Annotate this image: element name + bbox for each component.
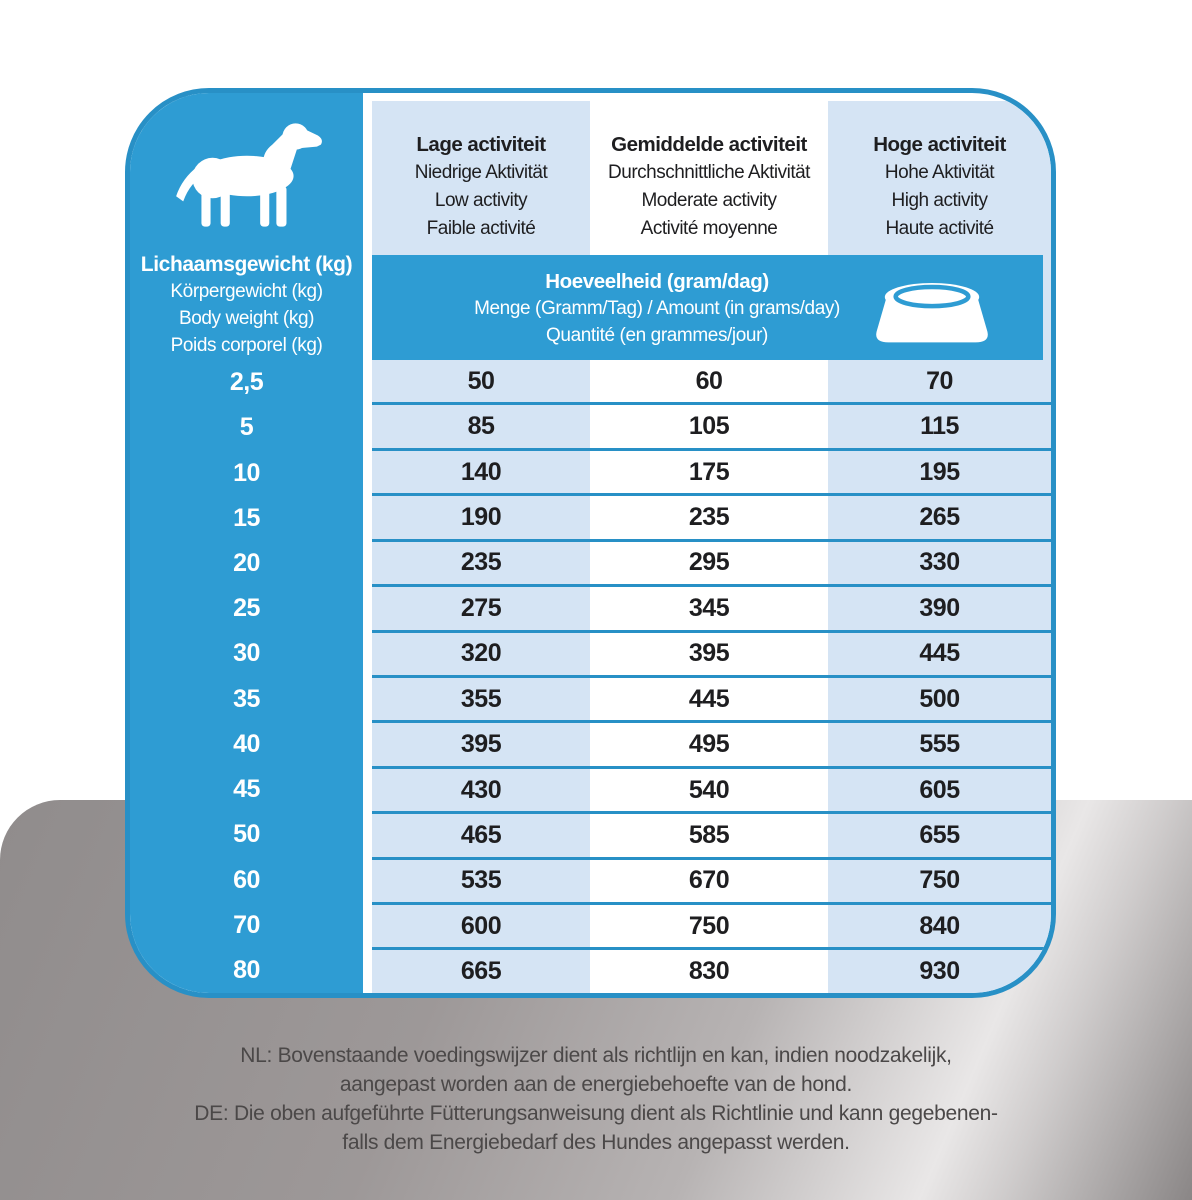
low-activity-amount: 140	[372, 451, 590, 493]
moderate-activity-en: Moderate activity	[641, 190, 777, 211]
footer-line-nl-2: aangepast worden aan de energiebehoefte van de hond.	[339, 1073, 853, 1096]
footer-line-nl-1: NL: Bovenstaande voedingswijzer dient als richtlijn en kan, indien noodzakelijk,	[240, 1044, 952, 1067]
moderate-activity-amount: 585	[590, 814, 828, 856]
body-weight-value: 5	[239, 413, 254, 442]
table-row	[372, 360, 1051, 402]
low-activity-de: Niedrige Aktivität	[414, 162, 548, 183]
body-weight-value: 20	[233, 548, 260, 577]
low-activity-amount: 430	[372, 769, 590, 811]
high-activity-amount: 115	[828, 405, 1051, 447]
high-activity-title: Hoge activiteit	[873, 133, 1006, 156]
body-weight-value: 50	[233, 820, 260, 849]
amount-banner-text	[372, 268, 942, 349]
amount-title: Hoeveelheid (gram/dag)	[545, 270, 769, 293]
amount-banner-row	[372, 255, 1051, 360]
body-weight-panel	[130, 93, 363, 993]
body-weight-value: 80	[233, 955, 260, 984]
table-row	[372, 402, 1051, 447]
table-row	[372, 584, 1051, 629]
low-activity-en: Low activity	[434, 190, 528, 211]
moderate-activity-amount: 345	[590, 587, 828, 629]
low-activity-amount: 235	[372, 542, 590, 584]
moderate-activity-amount: 750	[590, 905, 828, 947]
moderate-activity-de: Durchschnittliche Aktivität	[608, 162, 810, 183]
column-header-high-activity	[828, 101, 1051, 255]
low-activity-amount: 275	[372, 587, 590, 629]
low-activity-amount: 665	[372, 950, 590, 992]
body-weight-value: 60	[233, 865, 260, 894]
column-header-moderate-activity	[590, 101, 828, 255]
amount-subtitle-fr: Quantité (en grammes/jour)	[546, 325, 768, 346]
high-activity-amount: 840	[828, 905, 1051, 947]
body-weight-value: 30	[233, 639, 260, 668]
high-activity-fr: Haute activité	[885, 218, 994, 239]
moderate-activity-amount: 670	[590, 860, 828, 902]
high-activity-en: High activity	[891, 190, 988, 211]
table-row	[372, 448, 1051, 493]
low-activity-amount: 50	[372, 360, 590, 402]
moderate-activity-amount: 175	[590, 451, 828, 493]
table-row	[372, 630, 1051, 675]
moderate-activity-amount: 830	[590, 950, 828, 992]
body-weight-value: 35	[233, 684, 260, 713]
amount-table-rows	[372, 360, 1051, 993]
body-weight-title: Lichaamsgewicht (kg)	[140, 253, 353, 276]
high-activity-amount: 330	[828, 542, 1051, 584]
high-activity-amount: 70	[828, 360, 1051, 402]
body-weight-value: 45	[233, 775, 260, 804]
low-activity-amount: 465	[372, 814, 590, 856]
body-weight-value: 25	[233, 594, 260, 623]
table-row	[372, 902, 1051, 947]
table-row	[372, 675, 1051, 720]
amount-subtitle-de-en: Menge (Gramm/Tag) / Amount (in grams/day)	[474, 298, 840, 319]
moderate-activity-amount: 445	[590, 678, 828, 720]
table-row	[372, 947, 1051, 992]
body-weight-value: 10	[233, 458, 260, 487]
body-weight-subtitle-de: Körpergewicht (kg)	[170, 281, 323, 302]
low-activity-title: Lage activiteit	[416, 133, 546, 156]
moderate-activity-amount: 540	[590, 769, 828, 811]
body-weight-value: 15	[233, 503, 260, 532]
moderate-activity-amount: 235	[590, 496, 828, 538]
amount-banner	[372, 255, 1043, 360]
moderate-activity-fr: Activité moyenne	[640, 218, 778, 239]
high-activity-amount: 750	[828, 860, 1051, 902]
footer-line-de-1: DE: Die oben aufgeführte Fütterungsanweisung dient als Richtlinie und kann gegebenen-	[194, 1102, 998, 1125]
low-activity-amount: 85	[372, 405, 590, 447]
moderate-activity-amount: 60	[590, 360, 828, 402]
feeding-table-card	[125, 88, 1056, 998]
high-activity-amount: 930	[828, 950, 1051, 992]
dog-silhouette-icon	[166, 115, 328, 237]
body-weight-header	[130, 251, 363, 359]
moderate-activity-amount: 495	[590, 723, 828, 765]
body-weight-subtitle-en: Body weight (kg)	[178, 308, 315, 329]
column-header-low-activity	[372, 101, 590, 255]
moderate-activity-amount: 105	[590, 405, 828, 447]
low-activity-amount: 190	[372, 496, 590, 538]
high-activity-amount: 265	[828, 496, 1051, 538]
body-weight-value: 2,5	[229, 368, 264, 397]
high-activity-de: Hohe Aktivität	[884, 162, 995, 183]
high-activity-amount: 605	[828, 769, 1051, 811]
high-activity-amount: 390	[828, 587, 1051, 629]
high-activity-amount: 195	[828, 451, 1051, 493]
footer-note	[0, 1041, 1192, 1157]
table-row	[372, 811, 1051, 856]
low-activity-amount: 320	[372, 633, 590, 675]
body-weight-subtitle-fr: Poids corporel (kg)	[170, 335, 323, 356]
dog-bowl-icon	[873, 266, 991, 348]
moderate-activity-amount: 295	[590, 542, 828, 584]
footer-line-de-2: falls dem Energiebedarf des Hundes angepasst werden.	[342, 1131, 850, 1154]
low-activity-amount: 600	[372, 905, 590, 947]
low-activity-amount: 395	[372, 723, 590, 765]
low-activity-amount: 535	[372, 860, 590, 902]
moderate-activity-amount: 395	[590, 633, 828, 675]
activity-header-row	[372, 101, 1051, 255]
high-activity-amount: 555	[828, 723, 1051, 765]
body-weight-value: 70	[233, 910, 260, 939]
weight-list	[130, 360, 363, 993]
low-activity-fr: Faible activité	[426, 218, 536, 239]
table-row	[372, 539, 1051, 584]
table-row	[372, 766, 1051, 811]
table-row	[372, 720, 1051, 765]
low-activity-amount: 355	[372, 678, 590, 720]
high-activity-amount: 655	[828, 814, 1051, 856]
body-weight-value: 40	[233, 729, 260, 758]
moderate-activity-title: Gemiddelde activiteit	[611, 133, 807, 156]
high-activity-amount: 445	[828, 633, 1051, 675]
table-row	[372, 493, 1051, 538]
banner-right-gap	[1043, 255, 1051, 360]
table-row	[372, 857, 1051, 902]
high-activity-amount: 500	[828, 678, 1051, 720]
